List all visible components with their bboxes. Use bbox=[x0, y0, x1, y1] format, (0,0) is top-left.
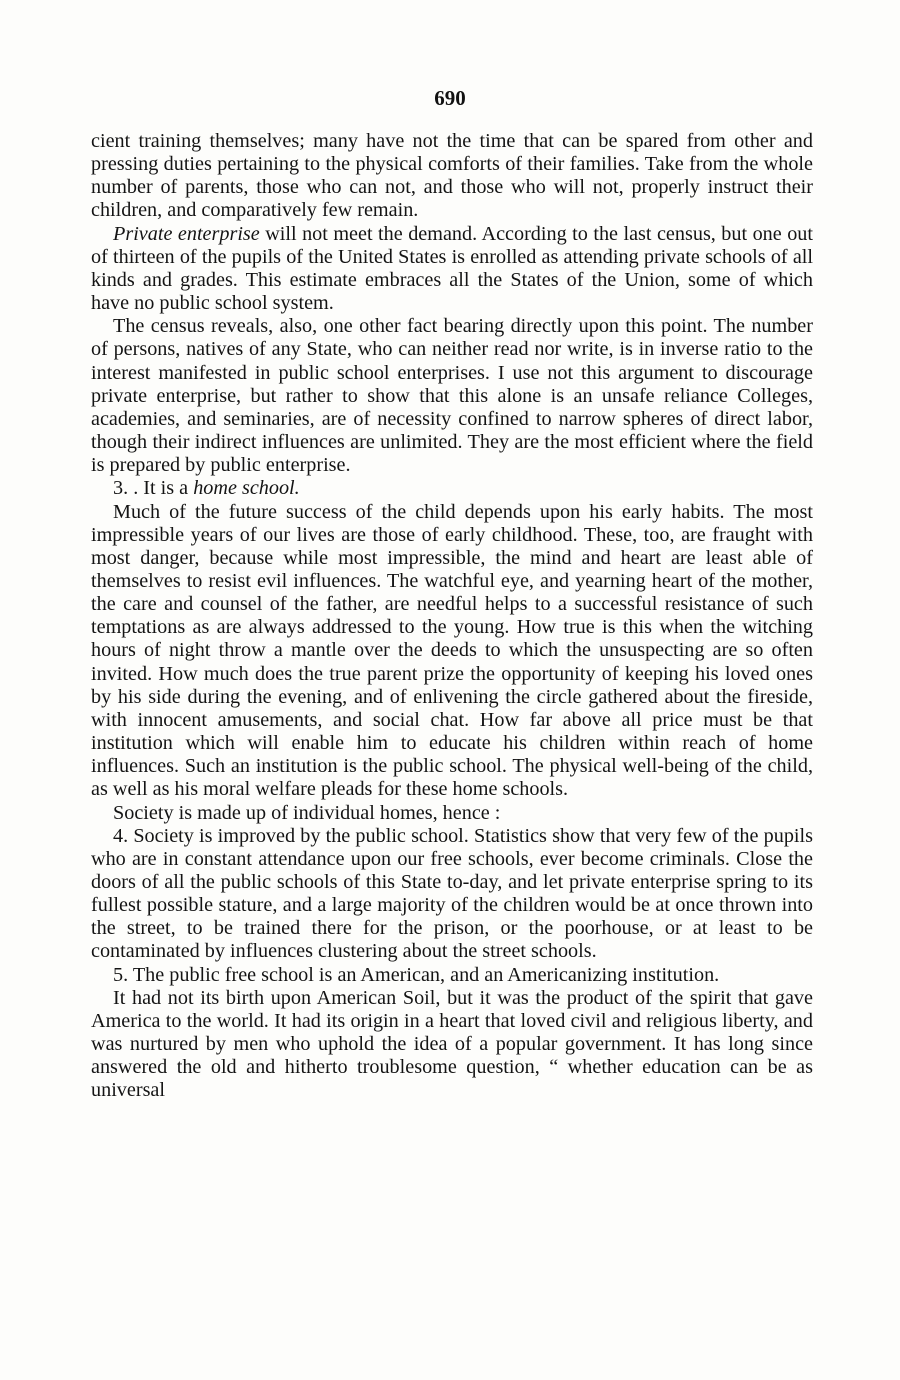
italic-phrase: home school. bbox=[193, 477, 300, 500]
section-4 bbox=[91, 825, 813, 964]
paragraph-2 bbox=[91, 223, 813, 316]
text-segment: cient training themselves; many have not the time that can be spared from other and pressing duties pertaining to the physical comforts of their families. Take from the whole number of parents, those who can not, and those who will not, properly instruct their children, and comparatively few remain. bbox=[91, 130, 813, 222]
text-segment: Much of the future success of the child depends upon his early habits. The most impressible years of our lives are those of early childhood. These, too, are fraught with most danger, because while most impressible, the mind and heart are least able of themselves to resist evil influences. The watchful eye, and yearning heart of the mother, the care and counsel of the father, are needful helps to a successful resistance of such temptations as are always addressed to the young. How true is this when the witching hours of night throw a mantle over the deeds to which the unsuspecting are so often invited. How much does the true parent prize the opportunity of keeping his loved ones by his side during the evening, and of enlivening the circle gathered about the fireside, with innocent amusements, and social chat. How far above all price must be that institution which will enable him to educate his children within reach of home influences. Such an institution is the public school. The physical well-being of the child, as well as his moral welfare pleads for these home schools. bbox=[91, 500, 813, 801]
paragraph-9 bbox=[91, 987, 813, 1103]
section-5 bbox=[91, 964, 813, 987]
text-segment: It had not its birth upon American Soil, but it was the product of the spirit that gave America to the world. It had its origin in a heart that loved civil and religious liberty, and was nurtured by men who uphold the idea of a popular government. It has long since answered the old and hitherto troublesome question, “ whether education can be as universal bbox=[91, 986, 813, 1102]
paragraph-1 bbox=[91, 130, 813, 223]
paragraph-6 bbox=[91, 802, 813, 825]
text-segment: 4. Society is improved by the public school. Statistics show that very few of the pupils who are in constant attendance upon our free schools, ever become criminals. Close the doors of all the public schools of this State to-day, and let private enterprise spring to its fullest possible stature, and a large majority of the children would be at once thrown into the street, to be trained there for the prison, or the poorhouse, or at least to be contaminated by influences clustering about the street schools. bbox=[91, 824, 813, 963]
text-segment: 5. The public free school is an American, and an Americanizing institution. bbox=[113, 963, 720, 986]
text-segment: The census reveals, also, one other fact bearing directly upon this point. The number of persons, natives of any State, who can neither read nor write, is in inverse ratio to the interest manifested in public school enterprises. I use not this argument to discourage private enterprise, but rather to show that this alone is an unsafe reliance Colleges, academies, and seminaries, are of necessity confined to narrow spheres of direct labor, though their indirect influences are unlimited. They are the most efficient where the field is prepared by public enterprise. bbox=[91, 315, 813, 477]
text-segment: will not meet the demand. According to the last census, but one out of thirteen of the pupils of the United States is enrolled as attending private schools of all kinds and grades. This estimate embraces all the States of the Union, some of which have no public school system. bbox=[91, 222, 813, 315]
page-number: 690 bbox=[434, 86, 466, 110]
text-segment: 3. . It is a bbox=[113, 477, 194, 500]
paragraph-5 bbox=[91, 501, 813, 802]
body-text bbox=[91, 130, 813, 1103]
italic-phrase: Private enterprise bbox=[113, 222, 260, 245]
paragraph-3 bbox=[91, 315, 813, 477]
text-segment: Society is made up of individual homes, hence : bbox=[113, 801, 501, 824]
section-heading-3 bbox=[91, 477, 813, 500]
